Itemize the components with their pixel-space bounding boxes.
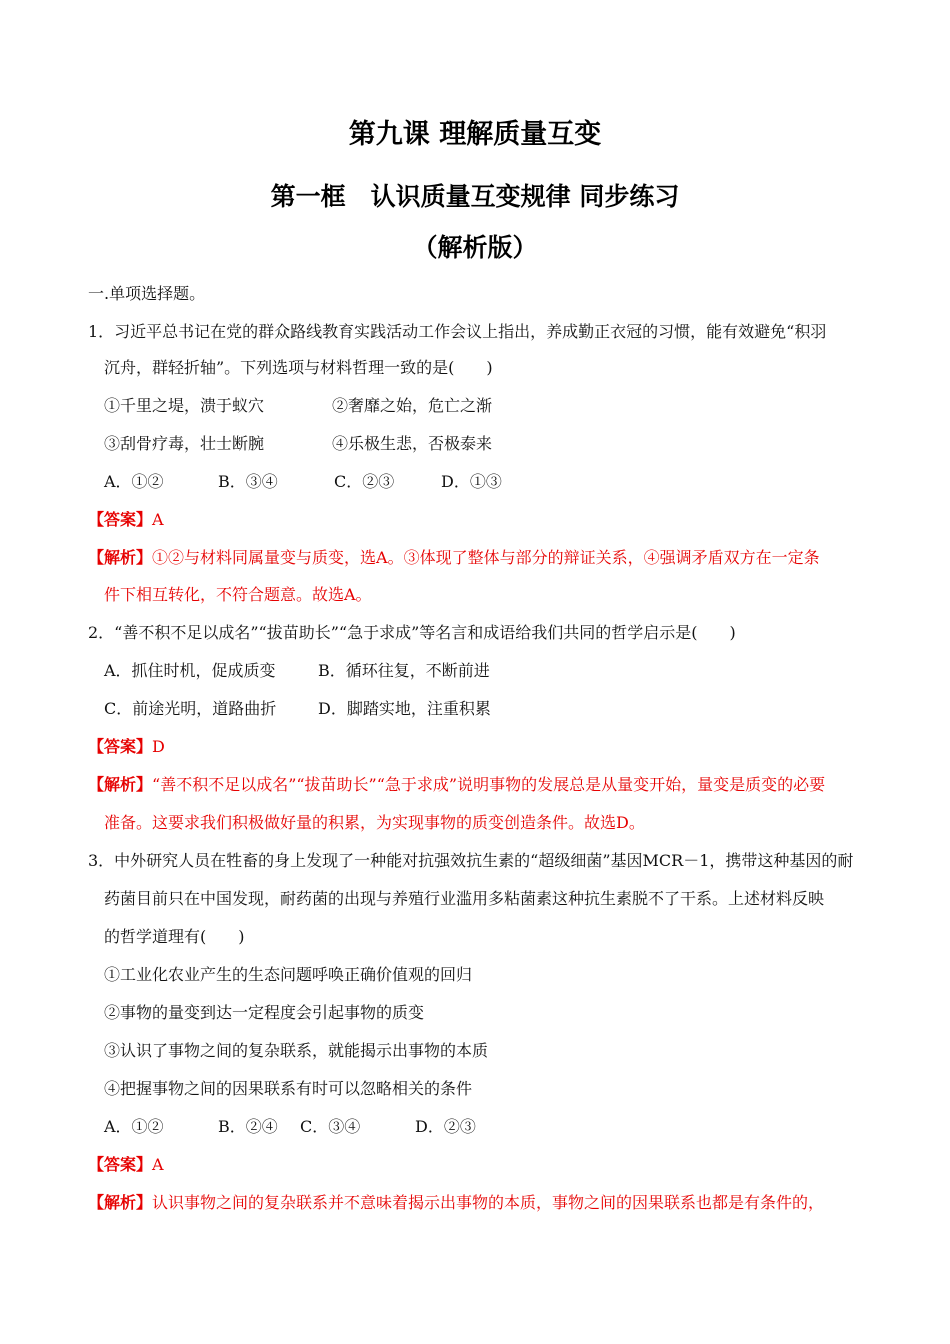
q3-option-a: A．①② bbox=[104, 1117, 164, 1136]
page-edition: （解析版） bbox=[412, 233, 538, 262]
q2-option-c: C．前途光明，道路曲折 bbox=[104, 699, 277, 718]
q1-option-c: C．②③ bbox=[334, 472, 395, 491]
q1-statement-3: ③刮骨疗毒，壮士断腕 bbox=[104, 434, 265, 453]
q3-analysis-text1: 认识事物之间的复杂联系并不意味着揭示出事物的本质，事物之间的因果联系也都是有条件的， bbox=[152, 1193, 825, 1212]
q3-stem-line2: 药菌目前只在中国发现，耐药菌的出现与养殖行业滥用多粘菌素这种抗生素脱不了干系。上述材料反映 bbox=[104, 889, 825, 908]
q2-option-b: B．循环往复，不断前进 bbox=[318, 661, 490, 680]
q1-analysis-line1 bbox=[88, 547, 820, 569]
q3-answer bbox=[88, 1154, 164, 1176]
q3-analysis-label: 【解析】 bbox=[88, 1193, 153, 1212]
q1-stem-line1: 1．习近平总书记在党的群众路线教育实践活动工作会议上指出，养成勤正衣冠的习惯，能有效避免“积羽 bbox=[88, 322, 827, 341]
page-title: 第九课 理解质量互变 bbox=[348, 119, 602, 150]
q2-answer-label: 【答案】 bbox=[88, 737, 153, 756]
q1-answer-value: A bbox=[152, 510, 164, 529]
q1-statement-2: ②奢靡之始，危亡之渐 bbox=[332, 396, 493, 415]
q3-stem-line1: 3．中外研究人员在牲畜的身上发现了一种能对抗强效抗生素的“超级细菌”基因MCR－1，携带这种基因的耐 bbox=[88, 851, 854, 870]
q1-stem-line2: 沉舟，群轻折轴”。下列选项与材料哲理一致的是( ) bbox=[104, 358, 493, 377]
q2-stem-line1: 2．“善不积不足以成名”“拔苗助长”“急于求成”等名言和成语给我们共同的哲学启示是( ) bbox=[88, 623, 736, 642]
q1-option-d: D．①③ bbox=[441, 472, 502, 491]
q1-option-b: B．③④ bbox=[218, 472, 278, 491]
q2-analysis-text1: “善不积不足以成名”“拔苗助长”“急于求成”说明事物的发展总是从量变开始，量变是质变的必要 bbox=[152, 775, 826, 794]
q3-option-d: D．②③ bbox=[415, 1117, 476, 1136]
q2-option-d: D．脚踏实地，注重积累 bbox=[318, 699, 491, 718]
q1-answer bbox=[88, 509, 164, 531]
q1-statement-1: ①千里之堤，溃于蚁穴 bbox=[104, 396, 265, 415]
q3-statement-1: ①工业化农业产生的生态问题呼唤正确价值观的回归 bbox=[104, 965, 473, 984]
q1-option-a: A．①② bbox=[104, 472, 164, 491]
q1-analysis-line2: 件下相互转化，不符合题意。故选A。 bbox=[104, 585, 372, 604]
q2-analysis-line1 bbox=[88, 774, 825, 796]
q3-answer-label: 【答案】 bbox=[88, 1155, 153, 1174]
q1-analysis-text1: ①②与材料同属量变与质变，选A。③体现了整体与部分的辩证关系，④强调矛盾双方在一定条 bbox=[152, 548, 820, 567]
q2-analysis-label: 【解析】 bbox=[88, 775, 153, 794]
q2-option-a: A．抓住时机，促成质变 bbox=[104, 661, 276, 680]
q1-analysis-label: 【解析】 bbox=[88, 548, 153, 567]
q3-statement-2: ②事物的量变到达一定程度会引起事物的质变 bbox=[104, 1003, 425, 1022]
q3-answer-value: A bbox=[152, 1155, 164, 1174]
page-subtitle: 第一框 认识质量互变规律 同步练习 bbox=[270, 182, 680, 211]
q1-answer-label: 【答案】 bbox=[88, 510, 153, 529]
q2-answer-value: D bbox=[152, 737, 165, 756]
q1-statement-4: ④乐极生悲，否极泰来 bbox=[332, 434, 493, 453]
q3-option-c: C．③④ bbox=[300, 1117, 361, 1136]
section-heading: 一.单项选择题。 bbox=[88, 284, 206, 303]
q3-statement-4: ④把握事物之间的因果联系有时可以忽略相关的条件 bbox=[104, 1079, 473, 1098]
q3-stem-line3: 的哲学道理有( ) bbox=[104, 927, 245, 946]
q2-answer bbox=[88, 736, 165, 758]
q3-statement-3: ③认识了事物之间的复杂联系，就能揭示出事物的本质 bbox=[104, 1041, 489, 1060]
q3-option-b: B．②④ bbox=[218, 1117, 278, 1136]
q2-analysis-line2: 准备。这要求我们积极做好量的积累，为实现事物的质变创造条件。故选D。 bbox=[104, 813, 645, 832]
q3-analysis-line1 bbox=[88, 1192, 824, 1214]
